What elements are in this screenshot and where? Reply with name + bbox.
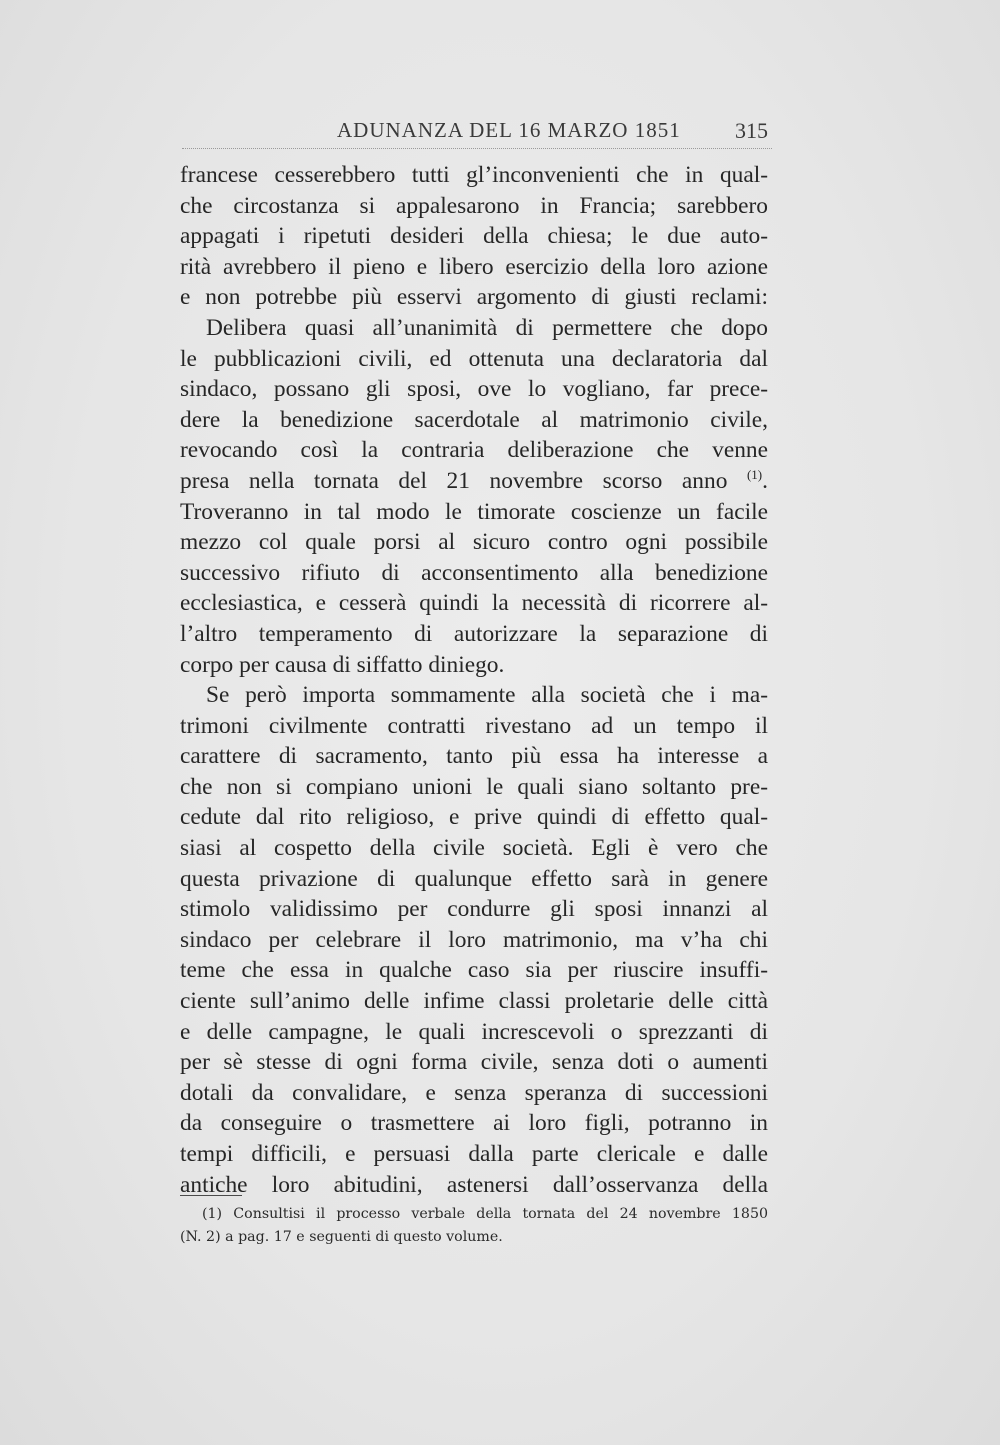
text-line: per sè stesse di ogni forma civile, senza doti o aumenti [180, 1049, 768, 1076]
footnote [180, 1203, 768, 1249]
text-line: che circostanza si appalesarono in Francia; sarebbero [180, 192, 768, 219]
text-line: mezzo col quale porsi al sicuro contro ogni possibile [180, 529, 768, 556]
text-line: dotali da convalidare, e senza speranza di successioni [180, 1079, 768, 1106]
footnote-reference: (1) [746, 466, 763, 482]
text-line: corpo per causa di siffatto diniego. [180, 651, 505, 678]
text-line: sindaco, possano gli sposi, ove lo vogliano, far prece- [180, 376, 768, 403]
text-line: cedute dal rito religioso, e prive quindi di effetto qual- [180, 804, 768, 831]
text-line: ecclesiastica, e cesserà quindi la necessità di ricorrere al- [180, 590, 768, 617]
text-line: francese cesserebbero tutti gl’inconvenienti che in qual- [180, 162, 768, 188]
footnote-line: (N. 2) a pag. 17 e seguenti di questo volume. [180, 1229, 503, 1245]
text-line: rità avrebbero il pieno e libero esercizio della loro azione [180, 253, 768, 280]
page-number: 315 [735, 118, 768, 143]
text-line: carattere di sacramento, tanto più essa ha interesse a [180, 743, 768, 770]
text-line-with-footnote-ref [180, 466, 768, 497]
text-line-content: presa nella tornata del 21 novembre scorso anno [180, 467, 728, 494]
footnote-ref-period: . [762, 467, 768, 494]
text-line: revocando così la contraria deliberazione che venne [180, 437, 768, 464]
running-head [182, 112, 772, 149]
text-line: e delle campagne, le quali increscevoli o sprezzanti di [180, 1018, 768, 1045]
text-line: trimoni civilmente contratti rivestano ad un tempo il [180, 712, 768, 739]
text-line: ciente sull’animo delle infime classi proletarie delle città [180, 988, 768, 1015]
text-line: tempi difficili, e persuasi dalla parte clericale e dalle [180, 1141, 768, 1167]
text-line: dere la benedizione sacerdotale al matrimonio civile, [180, 406, 768, 433]
text-line: che non si compiano unioni le quali siano soltanto pre- [180, 773, 768, 800]
text-line: da conseguire o trasmettere ai loro figli, potranno in [180, 1110, 768, 1137]
text-line: stimolo validissimo per condurre gli sposi innanzi al [180, 896, 768, 923]
text-line: siasi al cospetto della civile società. Egli è vero che [180, 835, 768, 862]
running-title: ADUNANZA DEL 16 MARZO 1851 [337, 118, 681, 142]
text-line: appagati i ripetuti desideri della chiesa; le due auto- [180, 223, 768, 250]
text-line: teme che essa in qualche caso sia per riuscire insuffi- [180, 957, 768, 984]
text-line: Se però importa sommamente alla società che i ma- [206, 682, 768, 709]
text-line: le pubblicazioni civili, ed ottenuta una declaratoria dal [180, 345, 768, 372]
text-line: Delibera quasi all’unanimità di permettere che dopo [206, 314, 768, 341]
text-line: questa privazione di qualunque effetto sarà in genere [180, 865, 768, 892]
footnote-line: (1) Consultisi il processo verbale della tornata del 24 novembre 1850 [202, 1206, 768, 1222]
text-line: successivo rifiuto di acconsentimento alla benedizione [180, 559, 768, 586]
footnote-divider [180, 1195, 242, 1196]
text-line: l’altro temperamento di autorizzare la separazione di [180, 620, 768, 647]
text-line: Troveranno in tal modo le timorate coscienze un facile [180, 498, 768, 525]
text-line: sindaco per celebrare il loro matrimonio, ma v’ha chi [180, 926, 768, 953]
text-line: e non potrebbe più esservi argomento di giusti reclami: [180, 284, 768, 311]
text-line: antiche loro abitudini, astenersi dall’osservanza della [180, 1171, 768, 1198]
body-text [180, 160, 768, 1200]
